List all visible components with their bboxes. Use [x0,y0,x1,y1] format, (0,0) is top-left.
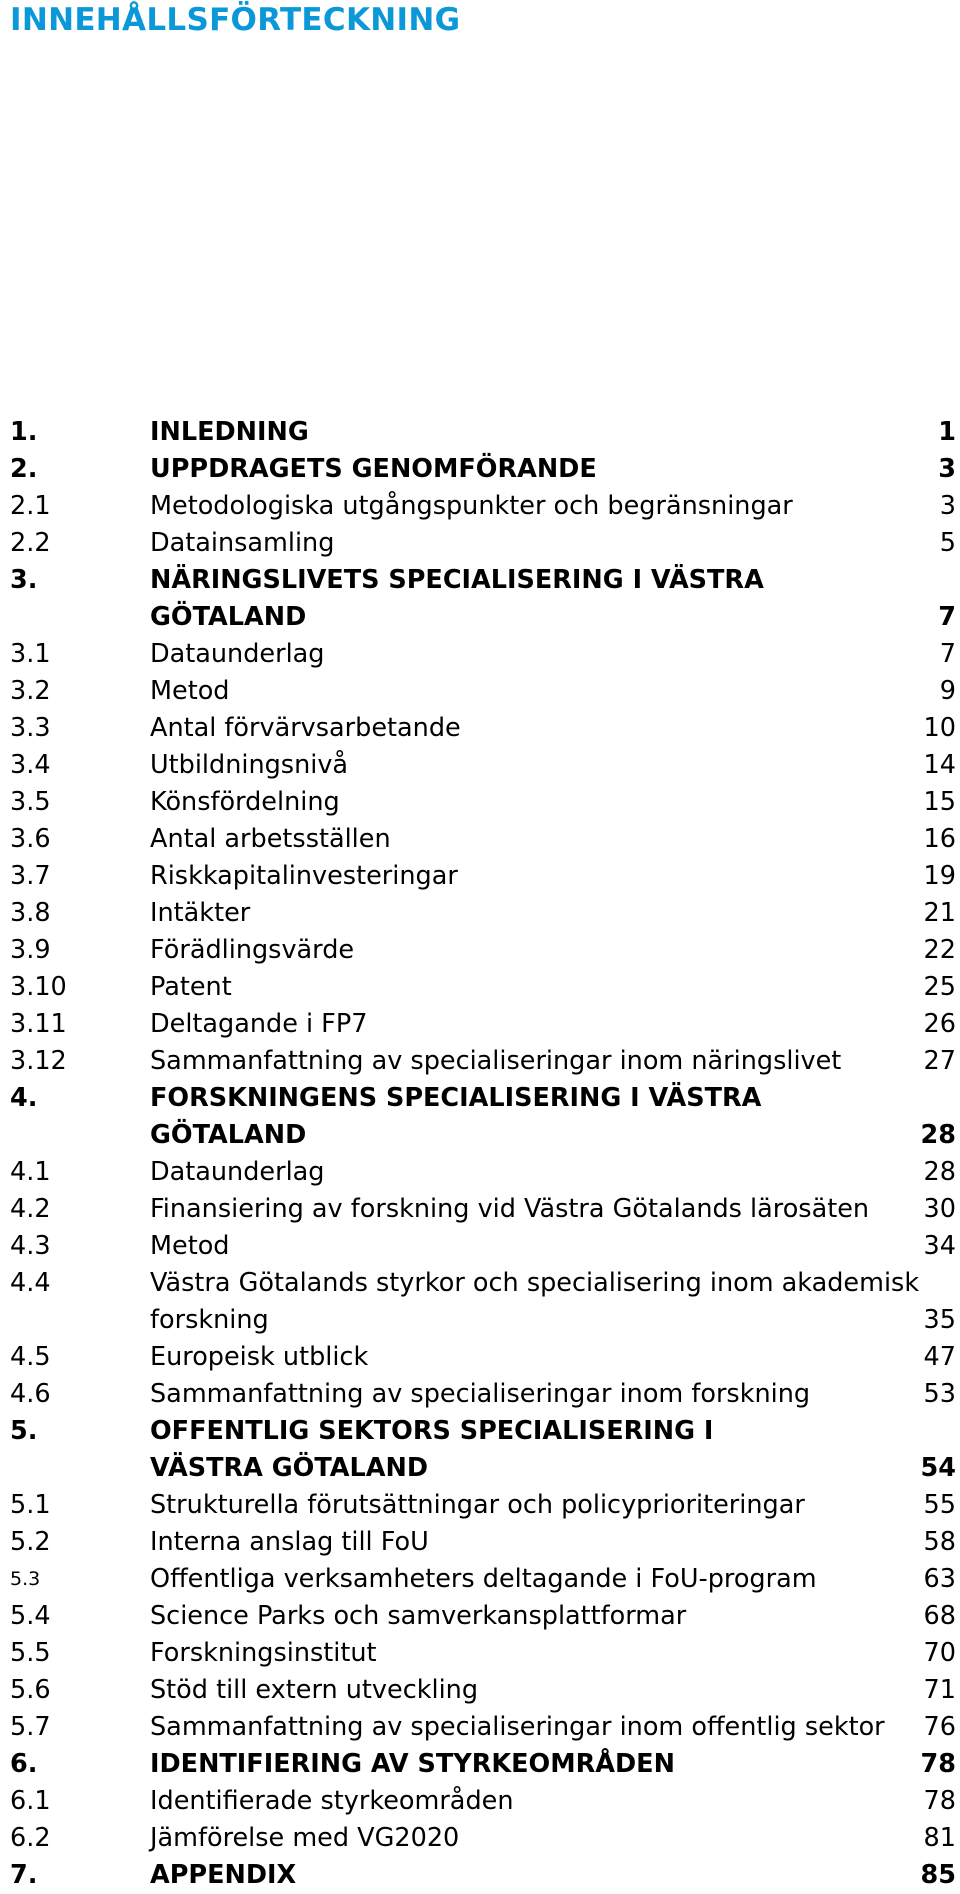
toc-entry[interactable] [0,1265,960,1339]
toc-entry-number: 3.11 [10,1009,67,1039]
toc-entry[interactable] [0,1820,960,1857]
toc-entry-page: 55 [923,1490,956,1520]
toc-entry-title: Dataunderlag [150,639,325,669]
toc-entry[interactable] [0,1487,960,1524]
toc-entry[interactable] [0,414,960,451]
toc-entry-title: Förädlingsvärde [150,935,355,965]
toc-entry[interactable] [0,1191,960,1228]
toc-entry-title: Dataunderlag [150,1157,325,1187]
toc-entry-title: IDENTIFIERING AV STYRKEOMRÅDEN [150,1749,675,1779]
toc-entry-number: 5. [10,1416,38,1446]
toc-entry-title: Sammanfattning av specialiseringar inom forskning [150,1379,811,1409]
toc-entry-number: 5.1 [10,1490,51,1520]
toc-entry-page: 3 [939,491,956,521]
toc-entry-title: Strukturella förutsättningar och policyprioriteringar [150,1490,805,1520]
toc-entry[interactable] [0,784,960,821]
toc-entry-page: 78 [923,1786,956,1816]
toc-entry-title: UPPDRAGETS GENOMFÖRANDE [150,454,597,484]
toc-entry[interactable] [0,1154,960,1191]
toc-entry-title: Jämförelse med VG2020 [150,1823,460,1853]
toc-entry-number: 4. [10,1083,38,1113]
toc-entry[interactable] [0,1524,960,1561]
toc-entry[interactable] [0,1080,960,1154]
toc-entry[interactable] [0,1561,960,1598]
toc-entry-page: 15 [923,787,956,817]
toc-entry-number: 5.6 [10,1675,51,1705]
toc-entry-page: 35 [923,1305,956,1335]
toc-entry-page: 63 [923,1564,956,1594]
toc-entry-title: Datainsamling [150,528,335,558]
toc-entry-page: 7 [938,602,956,632]
toc-entry-page: 53 [923,1379,956,1409]
toc-entry[interactable] [0,1709,960,1746]
toc-entry-number: 6. [10,1749,38,1779]
toc-entry-number: 3.4 [10,750,51,780]
toc-entry[interactable] [0,1783,960,1820]
toc-entry-title: Europeisk utblick [150,1342,369,1372]
toc-entry-page: 54 [920,1453,956,1483]
toc-entry[interactable] [0,1413,960,1487]
toc-entry-page: 28 [923,1157,956,1187]
toc-entry-title: Forskningsinstitut [150,1638,377,1668]
toc-entry-page: 28 [920,1120,956,1150]
toc-entry-page: 71 [923,1675,956,1705]
toc-entry-page: 5 [939,528,956,558]
toc-entry-title: Västra Götalands styrkor och specialisering inom akademisk forskning [150,1268,920,1335]
toc-entry-number: 3.7 [10,861,51,891]
toc-entry-number: 4.1 [10,1157,51,1187]
table-of-contents [0,414,960,1894]
toc-entry-title: Sammanfattning av specialiseringar inom offentlig sektor [150,1712,885,1742]
toc-entry-title: Metod [150,676,230,706]
toc-entry-number: 4.5 [10,1342,51,1372]
toc-entry-number: 3.8 [10,898,51,928]
toc-entry-title: Stöd till extern utveckling [150,1675,479,1705]
toc-entry[interactable] [0,1746,960,1783]
toc-entry-number: 3. [10,565,38,595]
toc-entry-page: 85 [920,1860,956,1890]
toc-entry-page: 30 [923,1194,956,1224]
toc-entry[interactable] [0,636,960,673]
toc-entry[interactable] [0,673,960,710]
toc-entry-number: 6.2 [10,1823,51,1853]
toc-entry-title: Antal arbetsställen [150,824,391,854]
toc-entry-title: Könsfördelning [150,787,340,817]
toc-entry-page: 26 [923,1009,956,1039]
toc-entry[interactable] [0,525,960,562]
toc-entry-page: 10 [923,713,956,743]
toc-entry[interactable] [0,895,960,932]
toc-entry-number: 4.6 [10,1379,51,1409]
toc-entry-page: 21 [923,898,956,928]
toc-entry-number: 5.4 [10,1601,51,1631]
toc-entry-number: 2.2 [10,528,51,558]
toc-entry-page: 27 [923,1046,956,1076]
toc-entry[interactable] [0,1339,960,1376]
toc-entry[interactable] [0,1598,960,1635]
toc-entry-number: 3.6 [10,824,51,854]
toc-entry-number: 3.5 [10,787,51,817]
toc-entry-title: NÄRINGSLIVETS SPECIALISERING I VÄSTRA GÖTALAND [150,565,764,632]
toc-entry-title: Identifierade styrkeområden [150,1786,514,1816]
toc-entry[interactable] [0,488,960,525]
toc-entry-page: 9 [939,676,956,706]
toc-entry[interactable] [0,1635,960,1672]
toc-entry-number: 3.2 [10,676,51,706]
toc-entry-page: 68 [923,1601,956,1631]
toc-entry-title: Antal förvärvsarbetande [150,713,461,743]
toc-entry-title: Offentliga verksamheters deltagande i FoU-program [150,1564,817,1594]
toc-entry-title: Metodologiska utgångspunkter och begränsningar [150,491,793,521]
toc-entry-page: 7 [939,639,956,669]
toc-entry[interactable] [0,969,960,1006]
toc-entry[interactable] [0,821,960,858]
toc-entry-number: 6.1 [10,1786,51,1816]
toc-entry[interactable] [0,710,960,747]
toc-entry-page: 16 [923,824,956,854]
toc-entry-page: 3 [938,454,956,484]
toc-entry-number: 4.2 [10,1194,51,1224]
toc-entry-title: OFFENTLIG SEKTORS SPECIALISERING I VÄSTRA GÖTALAND [150,1416,714,1483]
toc-entry-page: 19 [923,861,956,891]
toc-entry-page: 78 [920,1749,956,1779]
toc-entry-title: Deltagande i FP7 [150,1009,368,1039]
toc-entry[interactable] [0,1006,960,1043]
toc-entry-title: Finansiering av forskning vid Västra Götalands lärosäten [150,1194,870,1224]
toc-entry-page: 1 [938,417,956,447]
toc-entry-title: Metod [150,1231,230,1261]
toc-entry[interactable] [0,858,960,895]
toc-entry-number: 3.10 [10,972,67,1002]
toc-entry-page: 34 [923,1231,956,1261]
toc-entry-title: Interna anslag till FoU [150,1527,429,1557]
toc-entry[interactable] [0,747,960,784]
toc-entry-title: Utbildningsnivå [150,750,349,780]
toc-entry-number: 3.1 [10,639,51,669]
toc-entry[interactable] [0,1376,960,1413]
toc-entry-number: 3.3 [10,713,51,743]
toc-entry-title: Riskkapitalinvesteringar [150,861,458,891]
toc-entry-number: 7. [10,1860,38,1890]
toc-entry-number: 3.12 [10,1046,67,1076]
toc-entry-title: FORSKNINGENS SPECIALISERING I VÄSTRA GÖTALAND [150,1083,762,1150]
toc-entry-number: 3.9 [10,935,51,965]
toc-entry-title: Patent [150,972,232,1002]
toc-entry-number: 1. [10,417,38,447]
toc-entry-page: 81 [923,1823,956,1853]
toc-entry-number: 2.1 [10,491,51,521]
toc-entry-title: Science Parks och samverkansplattformar [150,1601,687,1631]
toc-entry-page: 25 [923,972,956,1002]
toc-entry-page: 14 [923,750,956,780]
toc-entry[interactable] [0,1043,960,1080]
toc-entry[interactable] [0,451,960,488]
page-title: INNEHÅLLSFÖRTECKNING [10,2,461,38]
toc-entry-number: 5.3 [10,1568,41,1590]
toc-entry-title: Sammanfattning av specialiseringar inom näringslivet [150,1046,842,1076]
toc-entry-page: 76 [923,1712,956,1742]
toc-entry[interactable] [0,1672,960,1709]
toc-entry-page: 70 [923,1638,956,1668]
toc-entry-number: 4.4 [10,1268,51,1298]
toc-entry-number: 4.3 [10,1231,51,1261]
toc-entry-title: Intäkter [150,898,251,928]
toc-entry-title: APPENDIX [150,1860,297,1890]
toc-entry-number: 5.7 [10,1712,51,1742]
toc-entry-page: 22 [923,935,956,965]
toc-entry-number: 5.5 [10,1638,51,1668]
toc-entry[interactable] [0,1228,960,1265]
toc-entry[interactable] [0,1857,960,1894]
toc-entry[interactable] [0,932,960,969]
toc-entry[interactable] [0,562,960,636]
toc-entry-page: 47 [923,1342,956,1372]
toc-entry-number: 5.2 [10,1527,51,1557]
toc-entry-number: 2. [10,454,38,484]
toc-entry-title: INLEDNING [150,417,309,447]
toc-entry-page: 58 [923,1527,956,1557]
